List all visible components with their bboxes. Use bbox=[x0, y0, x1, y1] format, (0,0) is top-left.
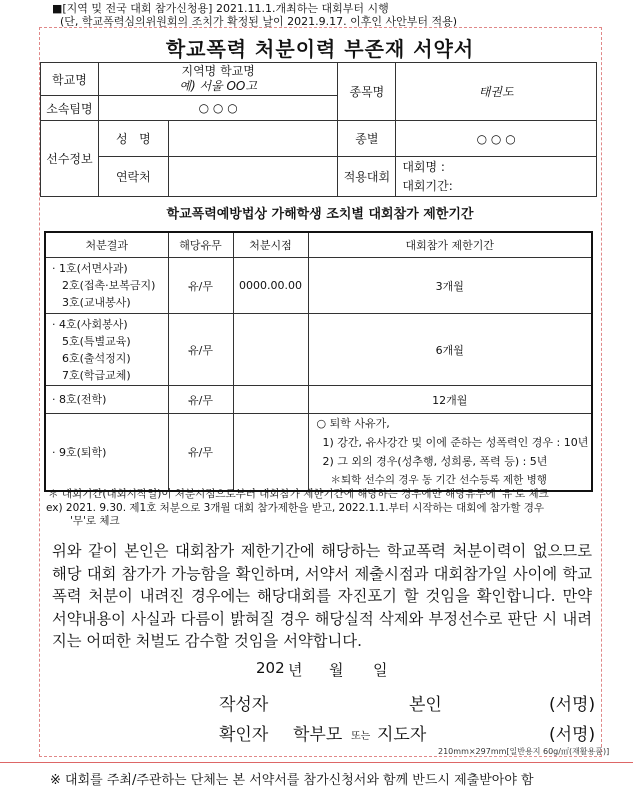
page-title: 학교폭력 처분이력 부존재 서약서 bbox=[165, 37, 475, 61]
col-header-limit: 대회참가 제한기간 bbox=[308, 232, 592, 258]
result-item: 2호(접촉·보복금지) bbox=[62, 279, 156, 292]
writer-label: 작성자 bbox=[219, 695, 269, 715]
coach-option: 지도자 bbox=[377, 725, 427, 745]
result-item: 6호(출석정지) bbox=[62, 351, 131, 365]
player-label: 선수정보 bbox=[41, 121, 99, 197]
school-cell[interactable] bbox=[98, 63, 338, 96]
date-year[interactable]: 202 bbox=[256, 659, 285, 677]
event-value[interactable]: ○ ○ ○ bbox=[396, 121, 597, 157]
section-subtitle: 학교폭력예방법상 가해학생 조치별 대회참가 제한기간 bbox=[166, 207, 474, 222]
time-field[interactable] bbox=[233, 414, 308, 492]
parent-option: 학부모 bbox=[293, 725, 343, 745]
applicable-check[interactable]: 유/무 bbox=[168, 386, 233, 414]
date-year-label: 년 bbox=[288, 661, 303, 679]
comp-name-label: 대회명 : bbox=[402, 159, 445, 174]
col-header-applicable: 해당유무 bbox=[168, 232, 233, 258]
name-label: 성 명 bbox=[98, 121, 168, 157]
competition-label: 적용대회 bbox=[338, 157, 396, 197]
note-2: ex) 2021. 9.30. 제1호 처분으로 3개월 대회 참가제한을 받고, 2022.1.1.부터 시작하는 대회에 참가할 경우 bbox=[46, 502, 544, 514]
date-month-label: 월 bbox=[329, 661, 344, 679]
school-hint: 지역명 학교명 bbox=[181, 64, 255, 78]
result-cell bbox=[45, 314, 168, 386]
date-day-label: 일 bbox=[373, 661, 388, 679]
applicant-info-table bbox=[40, 62, 597, 197]
note-3: '무'로 체크 bbox=[70, 515, 120, 527]
applicable-check[interactable]: 유/무 bbox=[168, 414, 233, 492]
limit-line: ○ 퇴학 사유가, bbox=[316, 417, 390, 430]
team-label: 소속팀명 bbox=[41, 96, 99, 121]
school-value: 예) 서울 OO고 bbox=[179, 79, 257, 93]
seal-2[interactable]: (서명) bbox=[549, 725, 596, 745]
result-item: · 1호(서면사과) bbox=[52, 262, 128, 275]
header-line-1: ■[지역 및 전국 대회 참가신청용] 2021.11.1.개최하는 대회부터 시행 bbox=[52, 2, 389, 15]
applicable-check[interactable]: 유/무 bbox=[168, 314, 233, 386]
result-item: 3호(교내봉사) bbox=[62, 296, 131, 309]
result-cell bbox=[45, 258, 168, 314]
table-row bbox=[45, 386, 592, 414]
limit-cell: 3개월 bbox=[308, 258, 592, 314]
col-header-result: 처분결과 bbox=[45, 232, 168, 258]
or-text: 또는 bbox=[351, 731, 371, 742]
school-label: 학교명 bbox=[41, 63, 99, 96]
result-item: 5호(특별교육) bbox=[62, 334, 131, 348]
result-cell: · 9호(퇴학) bbox=[45, 414, 168, 492]
event-label: 종별 bbox=[338, 121, 396, 157]
contact-field[interactable] bbox=[168, 157, 338, 197]
contact-label: 연락처 bbox=[98, 157, 168, 197]
seal-1[interactable]: (서명) bbox=[549, 695, 596, 715]
limit-line: 1) 강간, 유사강간 및 이에 준하는 성폭력인 경우 : 10년 bbox=[322, 436, 589, 449]
result-item: 7호(학급교체) bbox=[62, 368, 131, 382]
result-item: · 4호(사회봉사) bbox=[52, 317, 128, 331]
limit-line: ＊퇴학 선수의 경우 동 기간 선수등록 제한 병행 bbox=[330, 474, 547, 486]
pledge-text: 위와 같이 본인은 대회참가 제한기간에 해당하는 학교폭력 처분이력이 없으므로 해당 대회 참가가 가능함을 확인하며, 서약서 제출시점과 대회참가일 사이에 학교폭력 처분이 내려진 경우에는 해당대회를 자진포기 할 것임을 확인합니다. 만약 서약내용이 사실과 다름이 밝혀질 경우 해당실적 삭제와 부정선수로 판단 시 내려지는 어떠한 처벌도 감수할 것임을 서약합니다. bbox=[52, 542, 592, 650]
applicable-check[interactable]: 유/무 bbox=[168, 258, 233, 314]
sport-value[interactable]: 태권도 bbox=[396, 63, 597, 121]
sport-label: 종목명 bbox=[338, 63, 396, 121]
confirm-label: 확인자 bbox=[219, 725, 269, 745]
header-line-2: (단, 학교폭력심의위원회의 조치가 확정된 날이 2021.9.17. 이후인 사안부터 적용) bbox=[60, 15, 458, 28]
result-cell: · 8호(전학) bbox=[45, 386, 168, 414]
writer-value: 본인 bbox=[409, 695, 442, 715]
limit-line: 2) 그 외의 경우(성추행, 성희롱, 폭력 등) : 5년 bbox=[322, 455, 548, 468]
name-field[interactable] bbox=[168, 121, 338, 157]
paper-size-note: 210mm×297mm[일반용지 60g/㎡(재활용품)] bbox=[438, 747, 610, 756]
limit-cell bbox=[308, 414, 592, 492]
competition-cell[interactable] bbox=[396, 157, 597, 197]
time-field[interactable] bbox=[233, 386, 308, 414]
table-row bbox=[45, 414, 592, 492]
team-value[interactable]: ○ ○ ○ bbox=[98, 96, 338, 121]
col-header-time: 처분시점 bbox=[233, 232, 308, 258]
limit-cell: 12개월 bbox=[308, 386, 592, 414]
note-1: ＊ 대회기간(대회시작일)이 처분시점으로부터 대회참가 제한기간에 해당하는 경우에만 해당유무에 '유'로 체크 bbox=[48, 488, 549, 500]
table-row bbox=[45, 258, 592, 314]
time-field[interactable] bbox=[233, 314, 308, 386]
restriction-table bbox=[44, 231, 593, 492]
table-row bbox=[45, 314, 592, 386]
footer-note: ※ 대회를 주최/주관하는 단체는 본 서약서를 참가신청서와 함께 반드시 제출받아야 함 bbox=[50, 773, 534, 788]
comp-period-label: 대회기간: bbox=[402, 178, 453, 193]
time-field[interactable]: 0000.00.00 bbox=[233, 258, 308, 314]
limit-cell: 6개월 bbox=[308, 314, 592, 386]
page-break-line bbox=[0, 762, 633, 763]
